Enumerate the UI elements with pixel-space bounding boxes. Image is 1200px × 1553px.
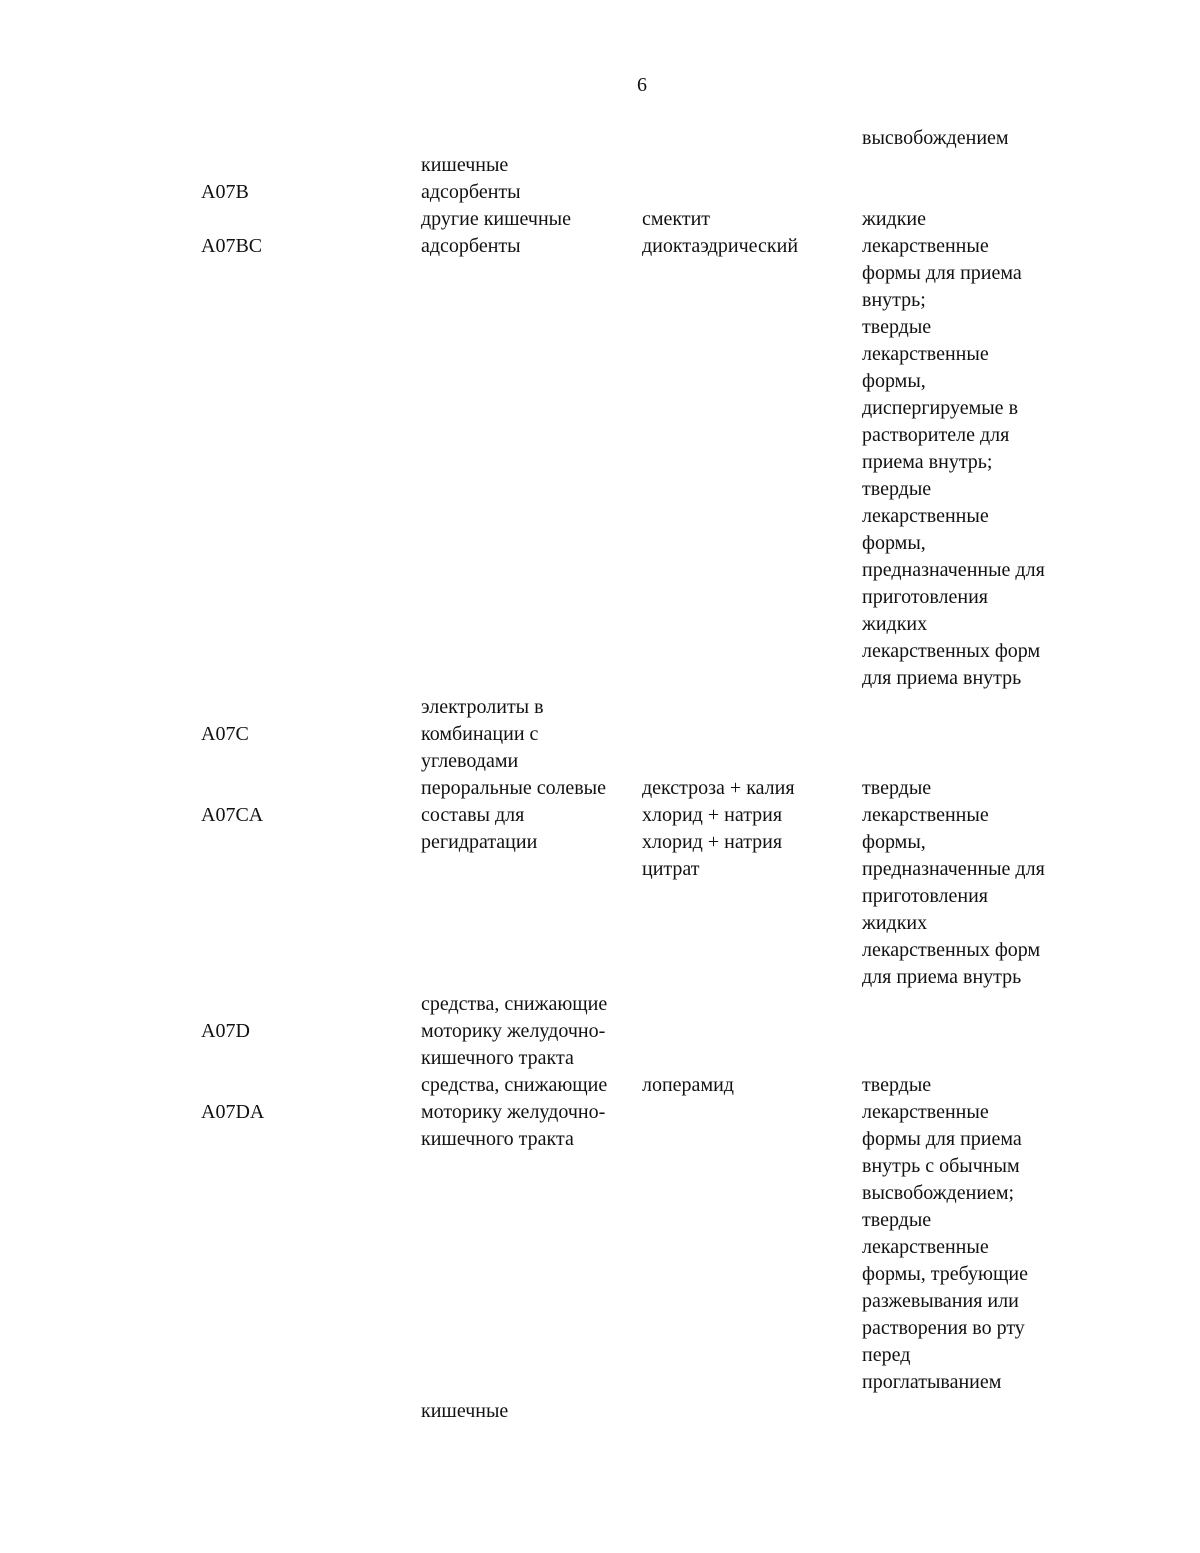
group-continuation-bottom: кишечные xyxy=(421,1400,509,1422)
atc-code: A07C xyxy=(201,723,249,745)
dosage-form: твердые лекарственные формы, предназначенные для приготовления жидких лекарственных форм для приема внутрь xyxy=(862,777,1045,988)
atc-code: A07CA xyxy=(201,804,264,826)
group-name: другие кишечные адсорбенты xyxy=(421,208,571,257)
atc-code: A07BC xyxy=(201,235,263,257)
drug-name: лоперамид xyxy=(642,1074,734,1096)
group-name: электролиты в комбинации с углеводами xyxy=(421,696,544,772)
group-name: средства, снижающие моторику желудочно- кишечного тракта xyxy=(421,1074,608,1150)
group-name: средства, снижающие моторику желудочно- кишечного тракта xyxy=(421,993,608,1069)
atc-code: A07DA xyxy=(201,1101,265,1123)
group-name: кишечные адсорбенты xyxy=(421,154,521,203)
atc-code: A07D xyxy=(201,1020,250,1042)
drug-name: смектит диоктаэдрический xyxy=(642,208,799,257)
form-continuation-top: высвобождением xyxy=(862,127,1009,149)
atc-code: A07B xyxy=(201,181,249,203)
drug-name: декстроза + калия хлорид + натрия хлорид + натрия цитрат xyxy=(642,777,795,880)
page-number: 6 xyxy=(637,74,647,96)
dosage-form: жидкие лекарственные формы для приема внутрь; твердые лекарственные формы, диспергируемые в растворителе для приема внутрь; твердые лекарственные формы, предназначенные для приготовления жидких лекарственных форм для приема внутрь xyxy=(862,208,1045,689)
group-name: пероральные солевые составы для регидратации xyxy=(421,777,606,853)
dosage-form: твердые лекарственные формы для приема внутрь с обычным высвобождением; твердые лекарственные формы, требующие разжевывания или растворения во рту перед проглатыванием xyxy=(862,1074,1028,1393)
